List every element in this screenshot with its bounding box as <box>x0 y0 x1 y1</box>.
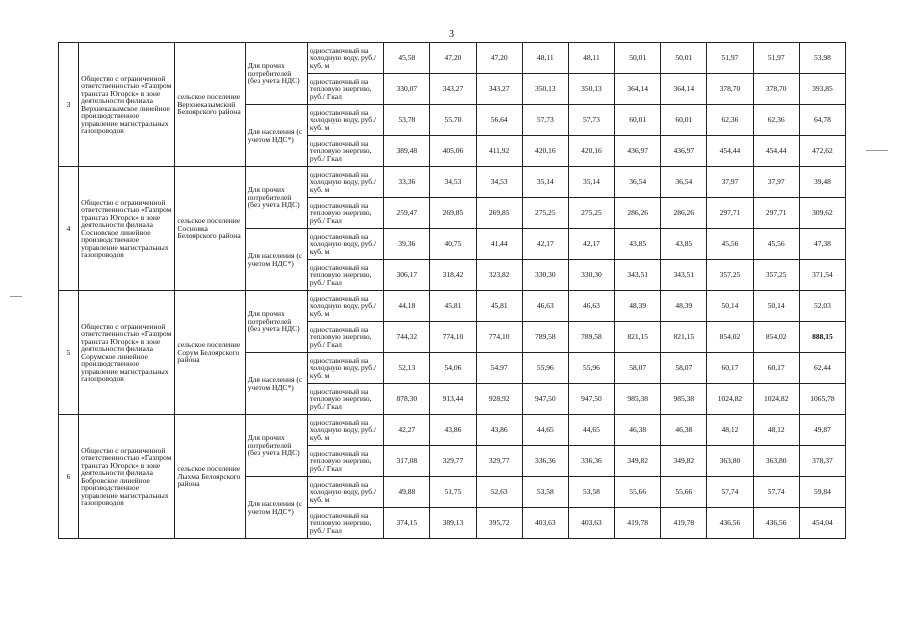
tariff-value-cell: 419,78 <box>661 508 707 539</box>
consumer-category-cell: Для населения (с учетом НДС*) <box>245 105 307 167</box>
tariff-value-cell: 36,54 <box>615 167 661 198</box>
tariff-value-cell: 55,66 <box>661 477 707 508</box>
tariff-value-cell: 62,36 <box>753 105 799 136</box>
tariff-value-cell: 45,56 <box>707 229 753 260</box>
tariff-value-cell: 60,17 <box>707 353 753 384</box>
organization-cell: Общество с ограниченной ответственностью «Газпром трансгаз Югорск» в зоне деятельности филиала Сорумское линейное производственное управление магистральных газопроводов <box>79 291 175 415</box>
tariff-value-cell: 46,63 <box>522 291 568 322</box>
tariff-value-cell: 363,80 <box>707 446 753 477</box>
tariff-value-cell: 45,58 <box>384 43 430 74</box>
tariff-value-cell: 60,01 <box>661 105 707 136</box>
tariff-value-cell: 878,30 <box>384 384 430 415</box>
tariff-value-cell: 323,82 <box>476 260 522 291</box>
tariff-value-cell: 48,39 <box>661 291 707 322</box>
tariff-value-cell: 53,58 <box>568 477 614 508</box>
tariff-value-cell: 53,78 <box>384 105 430 136</box>
tariff-value-cell: 47,20 <box>430 43 476 74</box>
tariff-value-cell: 43,86 <box>476 415 522 446</box>
tariff-value-cell: 52,63 <box>476 477 522 508</box>
table-row <box>59 43 846 74</box>
tariff-value-cell: 821,15 <box>661 322 707 353</box>
tariff-value-cell: 49,88 <box>384 477 430 508</box>
tariff-table <box>58 42 846 539</box>
tariff-value-cell: 47,38 <box>799 229 845 260</box>
tariff-value-cell: 854,02 <box>707 322 753 353</box>
tariff-value-cell: 947,50 <box>522 384 568 415</box>
tariff-value-cell: 357,25 <box>753 260 799 291</box>
tariff-value-cell: 378,70 <box>753 74 799 105</box>
table-row <box>59 291 846 322</box>
tariff-value-cell: 42,17 <box>568 229 614 260</box>
tariff-type-cell: одноставочный на холодную воду, руб./куб. м <box>307 229 383 260</box>
consumer-category-cell: Для прочих потребителей (без учета НДС) <box>245 43 307 105</box>
tariff-value-cell: 43,85 <box>661 229 707 260</box>
tariff-value-cell: 343,27 <box>476 74 522 105</box>
tariff-value-cell: 985,38 <box>661 384 707 415</box>
tariff-value-cell: 405,06 <box>430 136 476 167</box>
tariff-value-cell: 395,72 <box>476 508 522 539</box>
tariff-value-cell: 34,53 <box>476 167 522 198</box>
consumer-category-cell: Для прочих потребителей (без учета НДС) <box>245 167 307 229</box>
tariff-value-cell: 364,14 <box>615 74 661 105</box>
tariff-value-cell: 393,85 <box>799 74 845 105</box>
tariff-value-cell: 42,27 <box>384 415 430 446</box>
tariff-value-cell: 48,12 <box>753 415 799 446</box>
tariff-value-cell: 378,37 <box>799 446 845 477</box>
tariff-value-cell: 62,44 <box>799 353 845 384</box>
tariff-value-cell: 371,54 <box>799 260 845 291</box>
tariff-value-cell: 44,65 <box>522 415 568 446</box>
tariff-value-cell: 286,26 <box>661 198 707 229</box>
tariff-value-cell: 51,97 <box>707 43 753 74</box>
tariff-value-cell: 774,10 <box>476 322 522 353</box>
tariff-value-cell: 50,14 <box>753 291 799 322</box>
tariff-value-cell: 48,11 <box>522 43 568 74</box>
tariff-value-cell: 454,04 <box>799 508 845 539</box>
tariff-value-cell: 436,97 <box>615 136 661 167</box>
page-number: 3 <box>449 29 454 40</box>
tariff-value-cell: 53,58 <box>522 477 568 508</box>
tariff-value-cell: 35,14 <box>568 167 614 198</box>
tariff-value-cell: 403,63 <box>568 508 614 539</box>
tariff-value-cell: 789,58 <box>568 322 614 353</box>
tariff-value-cell: 329,77 <box>430 446 476 477</box>
tariff-value-cell: 269,85 <box>476 198 522 229</box>
tariff-value-cell: 46,38 <box>615 415 661 446</box>
consumer-category-cell: Для населения (с учетом НДС*) <box>245 229 307 291</box>
tariff-value-cell: 350,13 <box>568 74 614 105</box>
tariff-table-body <box>59 43 846 539</box>
tariff-value-cell: 349,82 <box>661 446 707 477</box>
organization-cell: Общество с ограниченной ответственностью «Газпром трансгаз Югорск» в зоне деятельности филиала Сосновское линейное производственное управление магистральных газопроводов <box>79 167 175 291</box>
tariff-value-cell: 1024,82 <box>707 384 753 415</box>
tariff-value-cell: 60,01 <box>615 105 661 136</box>
tariff-type-cell: одноставочный на тепловую энергию, руб./ Гкал <box>307 74 383 105</box>
tariff-type-cell: одноставочный на тепловую энергию, руб./ Гкал <box>307 508 383 539</box>
tariff-value-cell: 34,53 <box>430 167 476 198</box>
tariff-value-cell: 854,02 <box>753 322 799 353</box>
tariff-type-cell: одноставочный на тепловую энергию, руб./ Гкал <box>307 446 383 477</box>
tariff-value-cell: 48,12 <box>707 415 753 446</box>
tariff-value-cell: 297,71 <box>753 198 799 229</box>
consumer-category-cell: Для прочих потребителей (без учета НДС) <box>245 291 307 353</box>
consumer-category-cell: Для населения (с учетом НДС*) <box>245 353 307 415</box>
tariff-value-cell: 343,27 <box>430 74 476 105</box>
tariff-value-cell: 309,62 <box>799 198 845 229</box>
tariff-value-cell: 44,18 <box>384 291 430 322</box>
tariff-value-cell: 436,56 <box>707 508 753 539</box>
tariff-value-cell: 330,30 <box>568 260 614 291</box>
tariff-value-cell: 36,54 <box>661 167 707 198</box>
tariff-value-cell: 985,38 <box>615 384 661 415</box>
tariff-value-cell: 56,64 <box>476 105 522 136</box>
tariff-value-cell: 363,80 <box>753 446 799 477</box>
tariff-value-cell: 1024,82 <box>753 384 799 415</box>
tariff-type-cell: одноставочный на холодную воду, руб./куб. м <box>307 105 383 136</box>
tariff-value-cell: 269,85 <box>430 198 476 229</box>
tariff-value-cell: 55,66 <box>615 477 661 508</box>
tariff-value-cell: 58,07 <box>661 353 707 384</box>
tariff-value-cell: 378,70 <box>707 74 753 105</box>
tariff-value-cell: 349,82 <box>615 446 661 477</box>
settlement-cell: сельское поселение Верхнеказымский Белоярского района <box>175 43 245 167</box>
tariff-value-cell: 48,11 <box>568 43 614 74</box>
tariff-value-cell: 744,32 <box>384 322 430 353</box>
tariff-value-cell: 389,48 <box>384 136 430 167</box>
tariff-value-cell: 45,81 <box>430 291 476 322</box>
tariff-type-cell: одноставочный на холодную воду, руб./куб. м <box>307 353 383 384</box>
tariff-value-cell: 50,14 <box>707 291 753 322</box>
tariff-value-cell: 888,15 <box>799 322 845 353</box>
organization-cell: Общество с ограниченной ответственностью «Газпром трансгаз Югорск» в зоне деятельности филиала Бобровское линейное производственное управление магистральных газопроводов <box>79 415 175 539</box>
tariff-type-cell: одноставочный на тепловую энергию, руб./ Гкал <box>307 384 383 415</box>
tariff-value-cell: 913,44 <box>430 384 476 415</box>
tariff-value-cell: 472,62 <box>799 136 845 167</box>
tariff-value-cell: 343,51 <box>661 260 707 291</box>
tariff-type-cell: одноставочный на тепловую энергию, руб./ Гкал <box>307 322 383 353</box>
row-number: 6 <box>59 415 79 539</box>
tariff-value-cell: 436,97 <box>661 136 707 167</box>
tariff-value-cell: 51,97 <box>753 43 799 74</box>
tariff-value-cell: 55,96 <box>568 353 614 384</box>
tariff-value-cell: 419,78 <box>615 508 661 539</box>
row-number: 5 <box>59 291 79 415</box>
tariff-value-cell: 52,03 <box>799 291 845 322</box>
tariff-value-cell: 53,98 <box>799 43 845 74</box>
consumer-category-cell: Для населения (с учетом НДС*) <box>245 477 307 539</box>
tariff-value-cell: 774,10 <box>430 322 476 353</box>
tariff-value-cell: 329,77 <box>476 446 522 477</box>
tariff-value-cell: 947,50 <box>568 384 614 415</box>
tariff-value-cell: 336,36 <box>522 446 568 477</box>
tariff-value-cell: 55,96 <box>522 353 568 384</box>
tariff-value-cell: 55,70 <box>430 105 476 136</box>
tariff-value-cell: 389,13 <box>430 508 476 539</box>
table-row <box>59 415 846 446</box>
tariff-type-cell: одноставочный на холодную воду, руб./куб. м <box>307 167 383 198</box>
tariff-value-cell: 297,71 <box>707 198 753 229</box>
tariff-value-cell: 928,92 <box>476 384 522 415</box>
tariff-value-cell: 62,36 <box>707 105 753 136</box>
tariff-value-cell: 336,36 <box>568 446 614 477</box>
tariff-value-cell: 411,92 <box>476 136 522 167</box>
organization-cell: Общество с ограниченной ответственностью «Газпром трансгаз Югорск» в зоне деятельности филиала Верхнеказымское линейное производственное управление магистральных газопроводов <box>79 43 175 167</box>
tariff-value-cell: 436,56 <box>753 508 799 539</box>
tariff-value-cell: 45,56 <box>753 229 799 260</box>
tariff-value-cell: 286,26 <box>615 198 661 229</box>
tariff-type-cell: одноставочный на тепловую энергию, руб./ Гкал <box>307 136 383 167</box>
settlement-cell: сельское поселение Сорум Белоярского района <box>175 291 245 415</box>
tariff-value-cell: 350,13 <box>522 74 568 105</box>
tariff-value-cell: 58,07 <box>615 353 661 384</box>
tariff-value-cell: 37,97 <box>753 167 799 198</box>
tariff-value-cell: 49,87 <box>799 415 845 446</box>
tariff-value-cell: 44,65 <box>568 415 614 446</box>
tariff-value-cell: 330,07 <box>384 74 430 105</box>
tariff-value-cell: 54,97 <box>476 353 522 384</box>
tariff-value-cell: 57,73 <box>522 105 568 136</box>
tariff-value-cell: 48,39 <box>615 291 661 322</box>
tariff-value-cell: 42,17 <box>522 229 568 260</box>
tariff-value-cell: 43,86 <box>430 415 476 446</box>
tariff-value-cell: 33,36 <box>384 167 430 198</box>
tariff-type-cell: одноставочный на тепловую энергию, руб./ Гкал <box>307 260 383 291</box>
row-number: 3 <box>59 43 79 167</box>
tariff-value-cell: 50,01 <box>661 43 707 74</box>
tariff-value-cell: 275,25 <box>522 198 568 229</box>
table-row <box>59 167 846 198</box>
tariff-value-cell: 454,44 <box>707 136 753 167</box>
tariff-value-cell: 46,63 <box>568 291 614 322</box>
tariff-value-cell: 41,44 <box>476 229 522 260</box>
tariff-value-cell: 40,75 <box>430 229 476 260</box>
tariff-value-cell: 343,51 <box>615 260 661 291</box>
tariff-value-cell: 64,78 <box>799 105 845 136</box>
tariff-value-cell: 275,25 <box>568 198 614 229</box>
tariff-value-cell: 57,74 <box>707 477 753 508</box>
tariff-value-cell: 59,84 <box>799 477 845 508</box>
tariff-value-cell: 374,15 <box>384 508 430 539</box>
tariff-value-cell: 789,58 <box>522 322 568 353</box>
tariff-value-cell: 57,74 <box>753 477 799 508</box>
tariff-value-cell: 403,63 <box>522 508 568 539</box>
tariff-value-cell: 318,42 <box>430 260 476 291</box>
tariff-value-cell: 364,14 <box>661 74 707 105</box>
tariff-value-cell: 821,15 <box>615 322 661 353</box>
tariff-value-cell: 54,06 <box>430 353 476 384</box>
tariff-value-cell: 420,16 <box>522 136 568 167</box>
tariff-value-cell: 39,48 <box>799 167 845 198</box>
tariff-type-cell: одноставочный на холодную воду, руб./куб. м <box>307 415 383 446</box>
tariff-value-cell: 57,73 <box>568 105 614 136</box>
tariff-value-cell: 306,17 <box>384 260 430 291</box>
settlement-cell: сельское поселение Лыхма Белоярского района <box>175 415 245 539</box>
tariff-type-cell: одноставочный на тепловую энергию, руб./ Гкал <box>307 198 383 229</box>
tariff-type-cell: одноставочный на холодную воду, руб./куб. м <box>307 43 383 74</box>
tariff-value-cell: 420,16 <box>568 136 614 167</box>
tariff-value-cell: 39,36 <box>384 229 430 260</box>
scan-mark-right <box>866 150 888 151</box>
tariff-value-cell: 52,13 <box>384 353 430 384</box>
tariff-value-cell: 47,20 <box>476 43 522 74</box>
tariff-value-cell: 51,75 <box>430 477 476 508</box>
tariff-value-cell: 317,08 <box>384 446 430 477</box>
tariff-value-cell: 330,30 <box>522 260 568 291</box>
tariff-value-cell: 60,17 <box>753 353 799 384</box>
tariff-value-cell: 454,44 <box>753 136 799 167</box>
tariff-value-cell: 50,01 <box>615 43 661 74</box>
settlement-cell: сельское поселение Сосновка Белоярского района <box>175 167 245 291</box>
tariff-type-cell: одноставочный на холодную воду, руб./куб. м <box>307 477 383 508</box>
tariff-value-cell: 46,38 <box>661 415 707 446</box>
tariff-value-cell: 45,81 <box>476 291 522 322</box>
tariff-value-cell: 1065,78 <box>799 384 845 415</box>
tariff-value-cell: 259,47 <box>384 198 430 229</box>
consumer-category-cell: Для прочих потребителей (без учета НДС) <box>245 415 307 477</box>
tariff-value-cell: 37,97 <box>707 167 753 198</box>
tariff-value-cell: 35,14 <box>522 167 568 198</box>
tariff-value-cell: 43,85 <box>615 229 661 260</box>
tariff-type-cell: одноставочный на холодную воду, руб./куб. м <box>307 291 383 322</box>
scan-mark-left <box>10 296 22 297</box>
tariff-value-cell: 357,25 <box>707 260 753 291</box>
row-number: 4 <box>59 167 79 291</box>
